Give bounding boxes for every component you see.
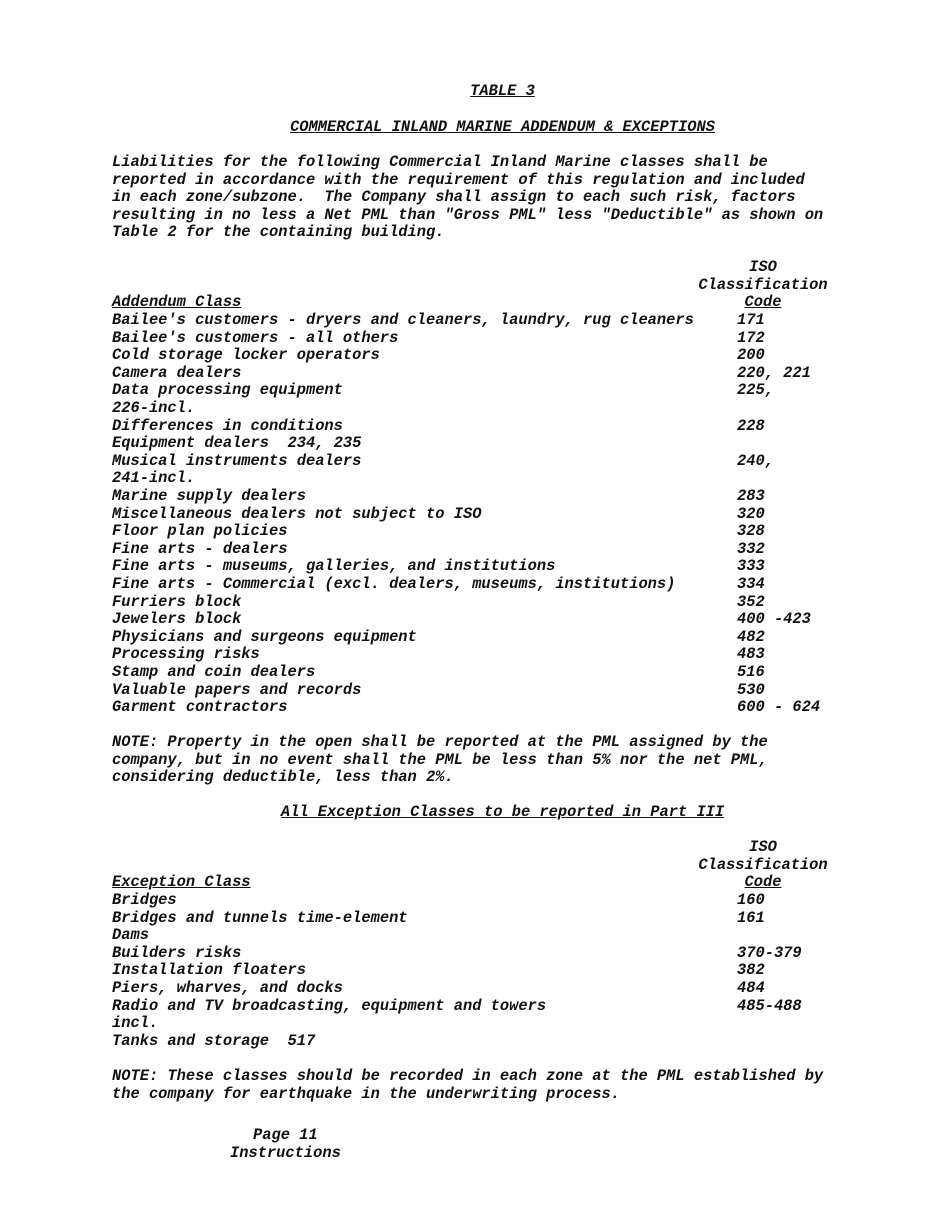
addendum-code-cell: 228: [737, 416, 765, 435]
addendum-code-cell: 200: [737, 346, 765, 365]
exception-code-cell: 485-488: [737, 996, 802, 1015]
exception-class-cell: Radio and TV broadcasting, equipment and towers: [112, 996, 547, 1015]
addendum-code-cell: 320: [737, 504, 765, 523]
exception-class-cell: Installation floaters: [112, 961, 306, 980]
addendum-code-header-code: [698, 294, 828, 312]
addendum-code-header-code-text: Code: [744, 293, 782, 312]
addendum-class-cell: Miscellaneous dealers not subject to ISO: [112, 504, 482, 523]
addendum-code-cell: 283: [737, 487, 765, 505]
addendum-class-cell: Fine arts - dealers: [112, 539, 288, 558]
note-line: NOTE: These classes should be recorded in each zone at the PML established by: [112, 1067, 824, 1085]
addendum-class-cell: Floor plan policies: [112, 522, 288, 541]
addendum-code-cell: 400 -423: [737, 610, 811, 629]
addendum-class-cell: Equipment dealers 234, 235: [112, 434, 362, 453]
exception-code-cell: 160: [737, 891, 765, 909]
page-number: Page 11: [253, 1126, 318, 1144]
note-line: company, but in no event shall the PML be less than 5% nor the net PML,: [112, 750, 768, 769]
intro-line: Liabilities for the following Commercial Inland Marine classes shall be: [112, 153, 768, 171]
exception-class-cell: Builders risks: [112, 943, 242, 962]
note-line: considering deductible, less than 2%.: [112, 768, 454, 787]
addendum-class-cell: Physicians and surgeons equipment: [112, 627, 417, 646]
addendum-code-cell: 225,: [737, 381, 774, 400]
intro-line: reported in accordance with the requirement of this regulation and included: [112, 170, 805, 189]
note-line: NOTE: Property in the open shall be reported at the PML assigned by the: [112, 733, 768, 751]
addendum-code-cell: 333: [737, 557, 765, 576]
addendum-code-cell: 328: [737, 522, 765, 541]
addendum-class-cell: 226-incl.: [112, 399, 196, 417]
page-title: TABLE 3: [470, 82, 535, 100]
exception-code-cell: 370-379: [737, 943, 802, 962]
intro-line: resulting in no less a Net PML than "Gross PML" less "Deductible" as shown on: [112, 205, 824, 224]
addendum-class-cell: Cold storage locker operators: [112, 346, 380, 365]
addendum-code-header-classification: Classification: [698, 275, 828, 294]
exception-code-header-code: [698, 874, 828, 892]
addendum-class-cell: Jewelers block: [112, 610, 242, 629]
exception-code-header-iso: ISO: [749, 838, 777, 856]
addendum-code-cell: 600 - 624: [737, 698, 821, 717]
exception-code-header-classification: Classification: [698, 855, 828, 874]
intro-line: in each zone/subzone. The Company shall assign to each such risk, factors: [112, 188, 796, 207]
addendum-code-cell: 483: [737, 645, 765, 664]
addendum-class-cell: Bailee's customers - dryers and cleaners, laundry, rug cleaners: [112, 311, 694, 329]
exception-code-cell: 484: [737, 979, 765, 997]
footer-section: Instructions: [230, 1144, 341, 1162]
addendum-code-cell: 516: [737, 663, 765, 681]
exception-class-cell: Bridges and tunnels time-element: [112, 908, 408, 927]
section-subtitle: COMMERCIAL INLAND MARINE ADDENDUM & EXCEPTIONS: [290, 118, 715, 136]
addendum-code-header-iso: ISO: [749, 258, 777, 276]
exception-class-cell: Piers, wharves, and docks: [112, 979, 343, 997]
addendum-code-cell: 530: [737, 680, 765, 699]
addendum-code-cell: 220, 221: [737, 363, 811, 382]
note-line: the company for earthquake in the underwriting process.: [112, 1084, 620, 1103]
exception-heading: All Exception Classes to be reported in Part III: [280, 803, 725, 821]
addendum-code-cell: 332: [737, 539, 765, 558]
intro-line: Table 2 for the containing building.: [112, 223, 445, 242]
addendum-code-cell: 352: [737, 592, 765, 611]
exception-class-cell: Tanks and storage 517: [112, 1031, 316, 1050]
addendum-class-cell: 241-incl.: [112, 469, 196, 488]
addendum-class-cell: Stamp and coin dealers: [112, 663, 316, 681]
addendum-class-cell: Camera dealers: [112, 363, 242, 382]
exception-class-header: Exception Class: [112, 873, 251, 892]
addendum-class-cell: Bailee's customers - all others: [112, 328, 399, 347]
addendum-class-cell: Differences in conditions: [112, 416, 343, 435]
addendum-class-cell: Musical instruments dealers: [112, 451, 362, 470]
addendum-code-cell: 172: [737, 328, 765, 347]
exception-class-cell: Bridges: [112, 891, 177, 909]
addendum-class-header: Addendum Class: [112, 293, 242, 312]
exception-class-cell: Dams: [112, 926, 149, 945]
addendum-code-cell: 171: [737, 311, 765, 329]
exception-class-cell: incl.: [112, 1014, 159, 1033]
addendum-code-cell: 334: [737, 575, 765, 593]
addendum-class-cell: Furriers block: [112, 592, 242, 611]
addendum-code-cell: 240,: [737, 451, 774, 470]
addendum-class-cell: Processing risks: [112, 645, 260, 664]
exception-code-cell: 161: [737, 908, 765, 927]
exception-code-cell: 382: [737, 961, 765, 980]
addendum-code-cell: 482: [737, 627, 765, 646]
addendum-class-cell: Data processing equipment: [112, 381, 343, 400]
addendum-class-cell: Fine arts - Commercial (excl. dealers, museums, institutions): [112, 575, 676, 593]
addendum-class-cell: Garment contractors: [112, 698, 288, 717]
exception-code-header-code-text: Code: [744, 873, 782, 892]
addendum-class-cell: Valuable papers and records: [112, 680, 362, 699]
addendum-class-cell: Marine supply dealers: [112, 487, 306, 505]
addendum-class-cell: Fine arts - museums, galleries, and institutions: [112, 557, 556, 576]
